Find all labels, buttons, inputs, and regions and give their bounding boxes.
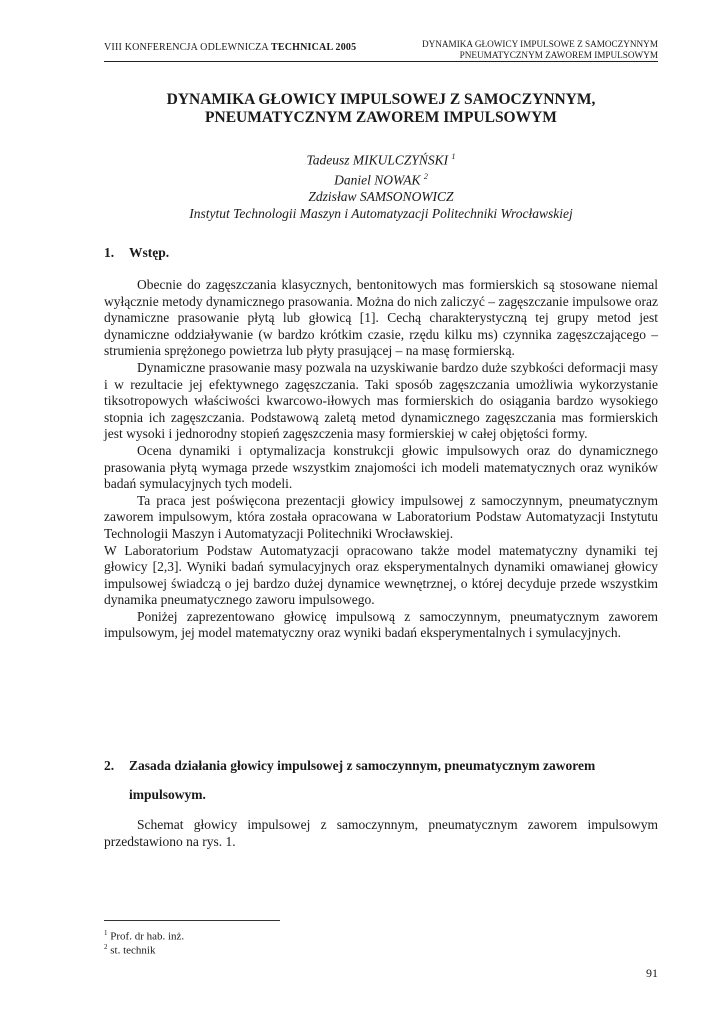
section-1-body <box>104 277 658 642</box>
paragraph: Dynamiczne prasowanie masy pozwala na uzyskiwanie bardzo duże szybkości deformacji masy i w rezultacie jej efektywnego zagęszczania. Taki sposób zagęszczania umożliwia wykorzystanie tiksotropowych właściwości kwarcowo-iłowych mas formierskich do osiągania bardzo wysokiego stopnia ich zagęszczania. Podstawową zaletą metod dynamicznego zagęszczania mas formierskich jest wysoki i jednorodny stopień zagęszczenia masy formierskiej w całej objętości formy. <box>104 359 658 442</box>
author-1 <box>104 149 658 169</box>
author-name: Tadeusz MIKULCZYŃSKI <box>306 152 449 168</box>
conference-name: VIII KONFERENCJA ODLEWNICZA <box>104 42 271 53</box>
paragraph: Ocena dynamiki i optymalizacja konstrukcji głowic impulsowych oraz do dynamicznego prasowania płytą wymaga przede wszystkim znajomości ich modeli matematycznych oraz wyników badań symulacyjnych tych modeli. <box>104 442 658 492</box>
author-footnote-mark: 2 <box>423 172 428 181</box>
paragraph: Obecnie do zagęszczania klasycznych, bentonitowych mas formierskich są stosowane niemal wyłącznie metody dynamicznego prasowania. Można do nich zaliczyć – zagęszczanie impulsowe oraz dynamiczne prasowanie płytą lub głowicą [1]. Cechą charakterystyczną tej grupy metod jest dynamiczne oddziaływanie (w bardzo krótkim czasie, rzędu kilku ms) czynnika zagęszczającego – strumienia sprężonego powietrza lub płyty prasującej – na masę formierską. <box>104 277 659 359</box>
affiliation: Instytut Technologii Maszyn i Automatyzacji Politechniki Wrocławskiej <box>189 205 573 221</box>
conference-edition: TECHNICAL 2005 <box>270 42 357 53</box>
paragraph: W Laboratorium Podstaw Automatyzacji opracowano także model matematyczny dynamiki tej głowicy [2,3]. Wyniki badań symulacyjnych oraz eksperymentalnych dynamiki omawianej głowicy impulsowej świadczą o jej bardzo dużej dynamice wewnętrznej, o której decyduje przede wszystkim dynamika pneumatycznego zaworu impulsowego. <box>104 542 658 608</box>
section-2-body <box>104 817 658 850</box>
author-name: Zdzisław SAMSONOWICZ <box>308 189 454 204</box>
running-header-right <box>422 39 658 61</box>
section-title: Wstęp. <box>129 245 170 260</box>
section-title-line-2: impulsowym. <box>129 787 206 802</box>
section-1-heading <box>104 245 658 261</box>
footnote-2 <box>104 941 155 958</box>
section-number: 1. <box>104 245 115 260</box>
author-block <box>104 149 658 222</box>
author-footnote-mark: 1 <box>451 152 456 161</box>
paragraph: Schemat głowicy impulsowej z samoczynnym, pneumatycznym zaworem impulsowym przedstawiono na rys. 1. <box>104 817 658 849</box>
title-line-2: PNEUMATYCZNYM ZAWOREM IMPULSOWYM <box>205 109 557 126</box>
author-2 <box>104 169 658 189</box>
paragraph: Poniżej zaprezentowano głowicę impulsową z samoczynnym, pneumatycznym zaworem impulsowym, jej model matematyczny oraz wyniki badań eksperymentalnych i symulacyjnych. <box>104 608 658 641</box>
running-title-line-2: PNEUMATYCZNYM ZAWOREM IMPULSOWYM <box>459 50 658 60</box>
section-number: 2. <box>104 758 115 773</box>
footnote-mark: 2 <box>104 943 108 951</box>
running-header-left <box>104 42 356 53</box>
footnote-mark: 1 <box>104 929 108 937</box>
footnote-text: Prof. dr hab. inż. <box>110 930 185 943</box>
header-rule <box>104 61 658 62</box>
paragraph: Ta praca jest poświęcona prezentacji głowicy impulsowej z samoczynnym, pneumatycznym zaworem impulsowym, która została opracowana w Laboratorium Podstaw Automatyzacji Instytutu Technologii Maszyn i Automatyzacji Politechniki Wrocławskiej. <box>104 492 658 541</box>
footnote-text: st. technik <box>110 944 156 957</box>
footnote-rule <box>104 920 280 921</box>
running-title-line-1: DYNAMIKA GŁOWICY IMPULSOWE Z SAMOCZYNNYM <box>422 39 658 49</box>
section-2-heading <box>104 758 658 774</box>
author-name: Daniel NOWAK <box>334 172 421 188</box>
page-number: 91 <box>646 966 658 980</box>
section-title-line-1: Zasada działania głowicy impulsowej z samoczynnym, pneumatycznym zaworem <box>129 758 596 773</box>
title-line-1: DYNAMIKA GŁOWICY IMPULSOWEJ Z SAMOCZYNNYM, <box>166 91 596 108</box>
paper-title <box>104 91 658 127</box>
author-3 <box>104 189 658 206</box>
section-2-heading-cont <box>129 787 658 803</box>
